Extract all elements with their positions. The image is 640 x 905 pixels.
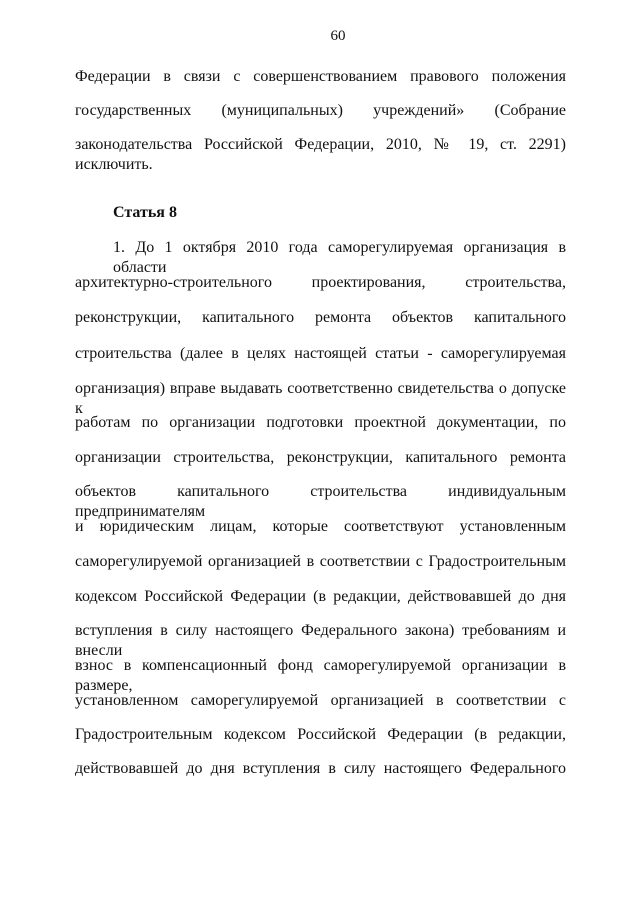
text-line: законодательства Российской Федерации, 2010, № 19, ст. 2291) исключить.: [75, 136, 566, 173]
page-number: 60: [330, 28, 346, 44]
text-line: реконструкции, капитального ремонта объектов капитального: [75, 309, 566, 326]
text-line: 1. До 1 октября 2010 года саморегулируемая организация в области: [113, 239, 566, 276]
text-line: и юридическим лицам, которые соответствуют установленным: [75, 518, 566, 535]
text-line: организация) вправе выдавать соответственно свидетельства о допуске к: [75, 380, 566, 417]
text-line: организации строительства, реконструкции, капитального ремонта: [75, 449, 566, 466]
text-line: саморегулируемой организацией в соответствии с Градостроительным: [75, 553, 566, 570]
article-heading: Статья 8: [113, 204, 177, 221]
text-line: действовавшей до дня вступления в силу настоящего Федерального: [75, 760, 566, 777]
text-line: Федерации в связи с совершенствованием правового положения: [75, 68, 566, 85]
text-line: государственных (муниципальных) учреждений» (Собрание: [75, 102, 566, 119]
text-line: кодексом Российской Федерации (в редакции, действовавшей до дня: [75, 588, 566, 605]
text-line: Градостроительным кодексом Российской Федерации (в редакции,: [75, 726, 566, 743]
text-line: установленном саморегулируемой организацией в соответствии с: [75, 692, 566, 709]
text-line: строительства (далее в целях настоящей статьи - саморегулируемая: [75, 345, 566, 362]
text-line: объектов капитального строительства индивидуальным предпринимателям: [75, 483, 566, 520]
text-line: архитектурно-строительного проектирования, строительства,: [75, 274, 566, 291]
text-line: работам по организации подготовки проектной документации, по: [75, 414, 566, 431]
text-line: взнос в компенсационный фонд саморегулируемой организации в размере,: [75, 657, 566, 694]
text-line: вступления в силу настоящего Федерального закона) требованиям и внесли: [75, 622, 566, 659]
